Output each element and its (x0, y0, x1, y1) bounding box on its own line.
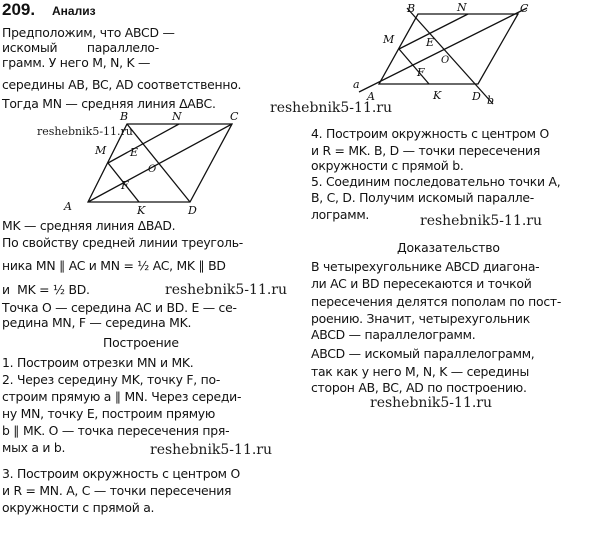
section-title-analysis: Анализ (52, 4, 96, 18)
heading-construction: Построение (103, 335, 179, 350)
text-line: Предположим, что ABCD — (2, 25, 175, 40)
label-o: O (441, 55, 450, 66)
label-line-a: a (353, 78, 360, 91)
label-b: B (120, 110, 129, 123)
text-line: грамм. У него M, N, K — (2, 55, 151, 70)
text-line: MK — средняя линия ΔBAD. (2, 218, 176, 233)
text-line: пересечения делятся пополам по пост- (311, 294, 562, 309)
text-line: ли AC и BD пересекаются и точкой (311, 276, 532, 291)
text-line: искомый параллело- (2, 40, 159, 55)
label-c: C (230, 110, 239, 123)
label-f: F (121, 179, 129, 192)
text-line: окружности с прямой a. (2, 500, 155, 515)
text-line: 4. Построим окружность с центром O (311, 126, 549, 141)
label-k: K (137, 204, 146, 215)
text-line: ABCD — параллелограмм. (311, 327, 476, 342)
text-line: роению. Значит, четырехугольник (311, 311, 530, 326)
text-line: 5. Соединим последовательно точки A, (311, 174, 561, 189)
label-b: B (407, 2, 416, 15)
text-line: так как у него M, N, K — середины (311, 364, 530, 379)
label-c: C (520, 2, 529, 15)
label-m: M (383, 33, 395, 46)
heading-proof: Доказательство (397, 240, 500, 255)
watermark-left-low: reshebnik5-11.ru (150, 442, 273, 458)
problem-number: 209. (2, 0, 36, 19)
label-a: A (367, 90, 375, 103)
watermark-small: reshebnik5-11.ru (37, 125, 133, 138)
line-a (359, 8, 527, 92)
label-e: E (426, 36, 435, 49)
text-line: ну MN, точку E, построим прямую (2, 406, 216, 421)
text-line: окружности с прямой b. (311, 158, 464, 173)
label-d: D (188, 204, 197, 215)
label-f: F (417, 66, 425, 79)
watermark-left-mid: reshebnik5-11.ru (165, 282, 288, 298)
text-line: В четырехугольнике ABCD диагона- (311, 259, 540, 274)
label-n: N (457, 1, 467, 14)
watermark-mid-right: reshebnik5-11.ru (420, 213, 543, 229)
label-a: A (64, 200, 72, 213)
watermark-right-low: reshebnik5-11.ru (370, 395, 493, 411)
label-n: N (172, 110, 182, 123)
label-d: D (472, 90, 481, 103)
text-line: сторон AB, BC, AD по построению. (311, 380, 527, 395)
watermark-top: reshebnik5-11.ru (270, 100, 393, 116)
text-line: Тогда MN — средняя линия ΔABC. (2, 96, 216, 111)
text-line: середины AB, BC, AD соответственно. (2, 77, 242, 92)
text-line: ника MN ∥ AC и MN = ½ AC, MK ∥ BD (2, 258, 226, 273)
text-line: лограмм. (311, 207, 370, 222)
text-line: и R = MN. A, C — точки пересечения (2, 483, 232, 498)
label-k: K (433, 89, 442, 102)
text-line: B, C, D. Получим искомый паралле- (311, 190, 535, 205)
text-line: строим прямую a ∥ MN. Через середи- (2, 389, 242, 404)
parallelogram-figure-right (345, 0, 575, 112)
text-line: b ∥ MK. O — точка пересечения пря- (2, 423, 230, 438)
text-line: и MK = ½ BD. (2, 282, 90, 297)
label-e: E (130, 146, 139, 159)
text-line: редина MN, F — середина MK. (2, 315, 192, 330)
label-o: O (148, 164, 157, 175)
label-line-b: b (487, 94, 495, 107)
text-line: Точка O — середина AC и BD. E — се- (2, 300, 237, 315)
text-line: 1. Построим отрезки MN и MK. (2, 355, 194, 370)
text-line: 3. Построим окружность с центром O (2, 466, 240, 481)
text-line: мых a и b. (2, 440, 66, 455)
text-line: По свойству средней линии треуголь- (2, 235, 243, 250)
text-line: и R = MK. B, D — точки пересечения (311, 143, 541, 158)
text-line: 2. Через середину MK, точку F, по- (2, 372, 221, 387)
label-m: M (95, 144, 107, 157)
text-line: ABCD — искомый параллелограмм, (311, 346, 535, 361)
